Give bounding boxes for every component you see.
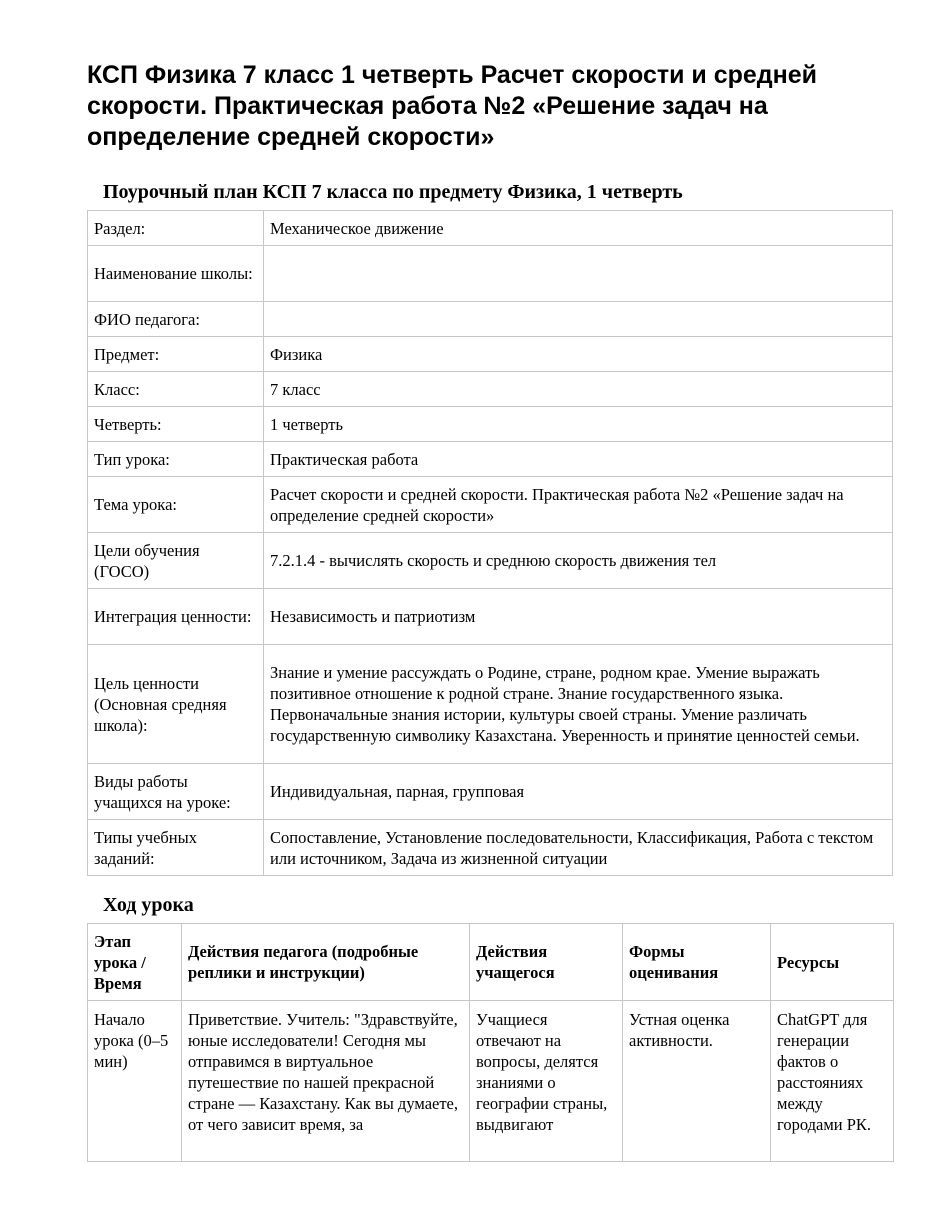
table-row	[88, 820, 893, 876]
table-row	[88, 477, 893, 533]
table-header-row	[88, 924, 894, 1001]
table-row	[88, 211, 893, 246]
table-cell: Начало урока (0–5 мин)	[88, 1001, 182, 1162]
info-key: Типы учебных заданий:	[88, 820, 264, 876]
info-key: Виды работы учащихся на уроке:	[88, 764, 264, 820]
table-row	[88, 764, 893, 820]
info-value: Индивидуальная, парная, групповая	[264, 764, 893, 820]
lesson-info-table	[87, 210, 893, 876]
info-value: Знание и умение рассуждать о Родине, стране, родном крае. Умение выражать позитивное отношение к родной стране. Знание государственного языка. Первоначальные знания истории, культуры своей страны. Умение различать государственную символику Казахстана. Уверенность и принятие ценностей семьи.	[264, 645, 893, 764]
info-key: Класс:	[88, 372, 264, 407]
table-row	[88, 302, 893, 337]
column-header: Действия учащегося	[470, 924, 623, 1001]
column-header: Этап урока / Время	[88, 924, 182, 1001]
info-key: Наименование школы:	[88, 246, 264, 302]
info-key: Предмет:	[88, 337, 264, 372]
plan-heading: Поурочный план КСП 7 класса по предмету Физика, 1 четверть	[103, 181, 683, 203]
column-header: Формы оценивания	[623, 924, 771, 1001]
info-value	[264, 302, 893, 337]
table-row	[88, 589, 893, 645]
info-key: Тип урока:	[88, 442, 264, 477]
info-key: Интеграция ценности:	[88, 589, 264, 645]
table-row	[88, 372, 893, 407]
table-row	[88, 337, 893, 372]
info-value: Практическая работа	[264, 442, 893, 477]
table-cell: ChatGPT для генерации фактов о расстояниях между городами РК.	[771, 1001, 894, 1162]
table-row	[88, 645, 893, 764]
info-value: 7 класс	[264, 372, 893, 407]
lesson-flow-table	[87, 923, 894, 1162]
info-key: Цели обучения (ГОСО)	[88, 533, 264, 589]
info-value: Механическое движение	[264, 211, 893, 246]
table-cell: Приветствие. Учитель: "Здравствуйте, юные исследователи! Сегодня мы отправимся в виртуальное путешествие по нашей прекрасной стране — Казахстану. Как вы думаете, от чего зависит время, за	[182, 1001, 470, 1162]
info-value: Сопоставление, Установление последовательности, Классификация, Работа с текстом или источником, Задача из жизненной ситуации	[264, 820, 893, 876]
info-value: 7.2.1.4 - вычислять скорость и среднюю скорость движения тел	[264, 533, 893, 589]
info-value: Расчет скорости и средней скорости. Практическая работа №2 «Решение задач на определение средней скорости»	[264, 477, 893, 533]
table-row	[88, 407, 893, 442]
table-row	[88, 442, 893, 477]
table-row	[88, 1001, 894, 1162]
info-value: Независимость и патриотизм	[264, 589, 893, 645]
table-row	[88, 533, 893, 589]
info-key: Тема урока:	[88, 477, 264, 533]
info-key: Четверть:	[88, 407, 264, 442]
info-key: ФИО педагога:	[88, 302, 264, 337]
column-header: Ресурсы	[771, 924, 894, 1001]
table-cell: Устная оценка активности.	[623, 1001, 771, 1162]
info-value	[264, 246, 893, 302]
lesson-heading: Ход урока	[103, 894, 194, 916]
document-page	[87, 0, 893, 1162]
column-header: Действия педагога (подробные реплики и инструкции)	[182, 924, 470, 1001]
info-value: 1 четверть	[264, 407, 893, 442]
info-key: Раздел:	[88, 211, 264, 246]
table-cell: Учащиеся отвечают на вопросы, делятся знаниями о географии страны, выдвигают	[470, 1001, 623, 1162]
info-key: Цель ценности (Основная средняя школа):	[88, 645, 264, 764]
document-title: КСП Физика 7 класс 1 четверть Расчет скорости и средней скорости. Практическая работа №2 «Решение задач на определение средней скорости»	[87, 61, 818, 151]
info-value: Физика	[264, 337, 893, 372]
table-row	[88, 246, 893, 302]
